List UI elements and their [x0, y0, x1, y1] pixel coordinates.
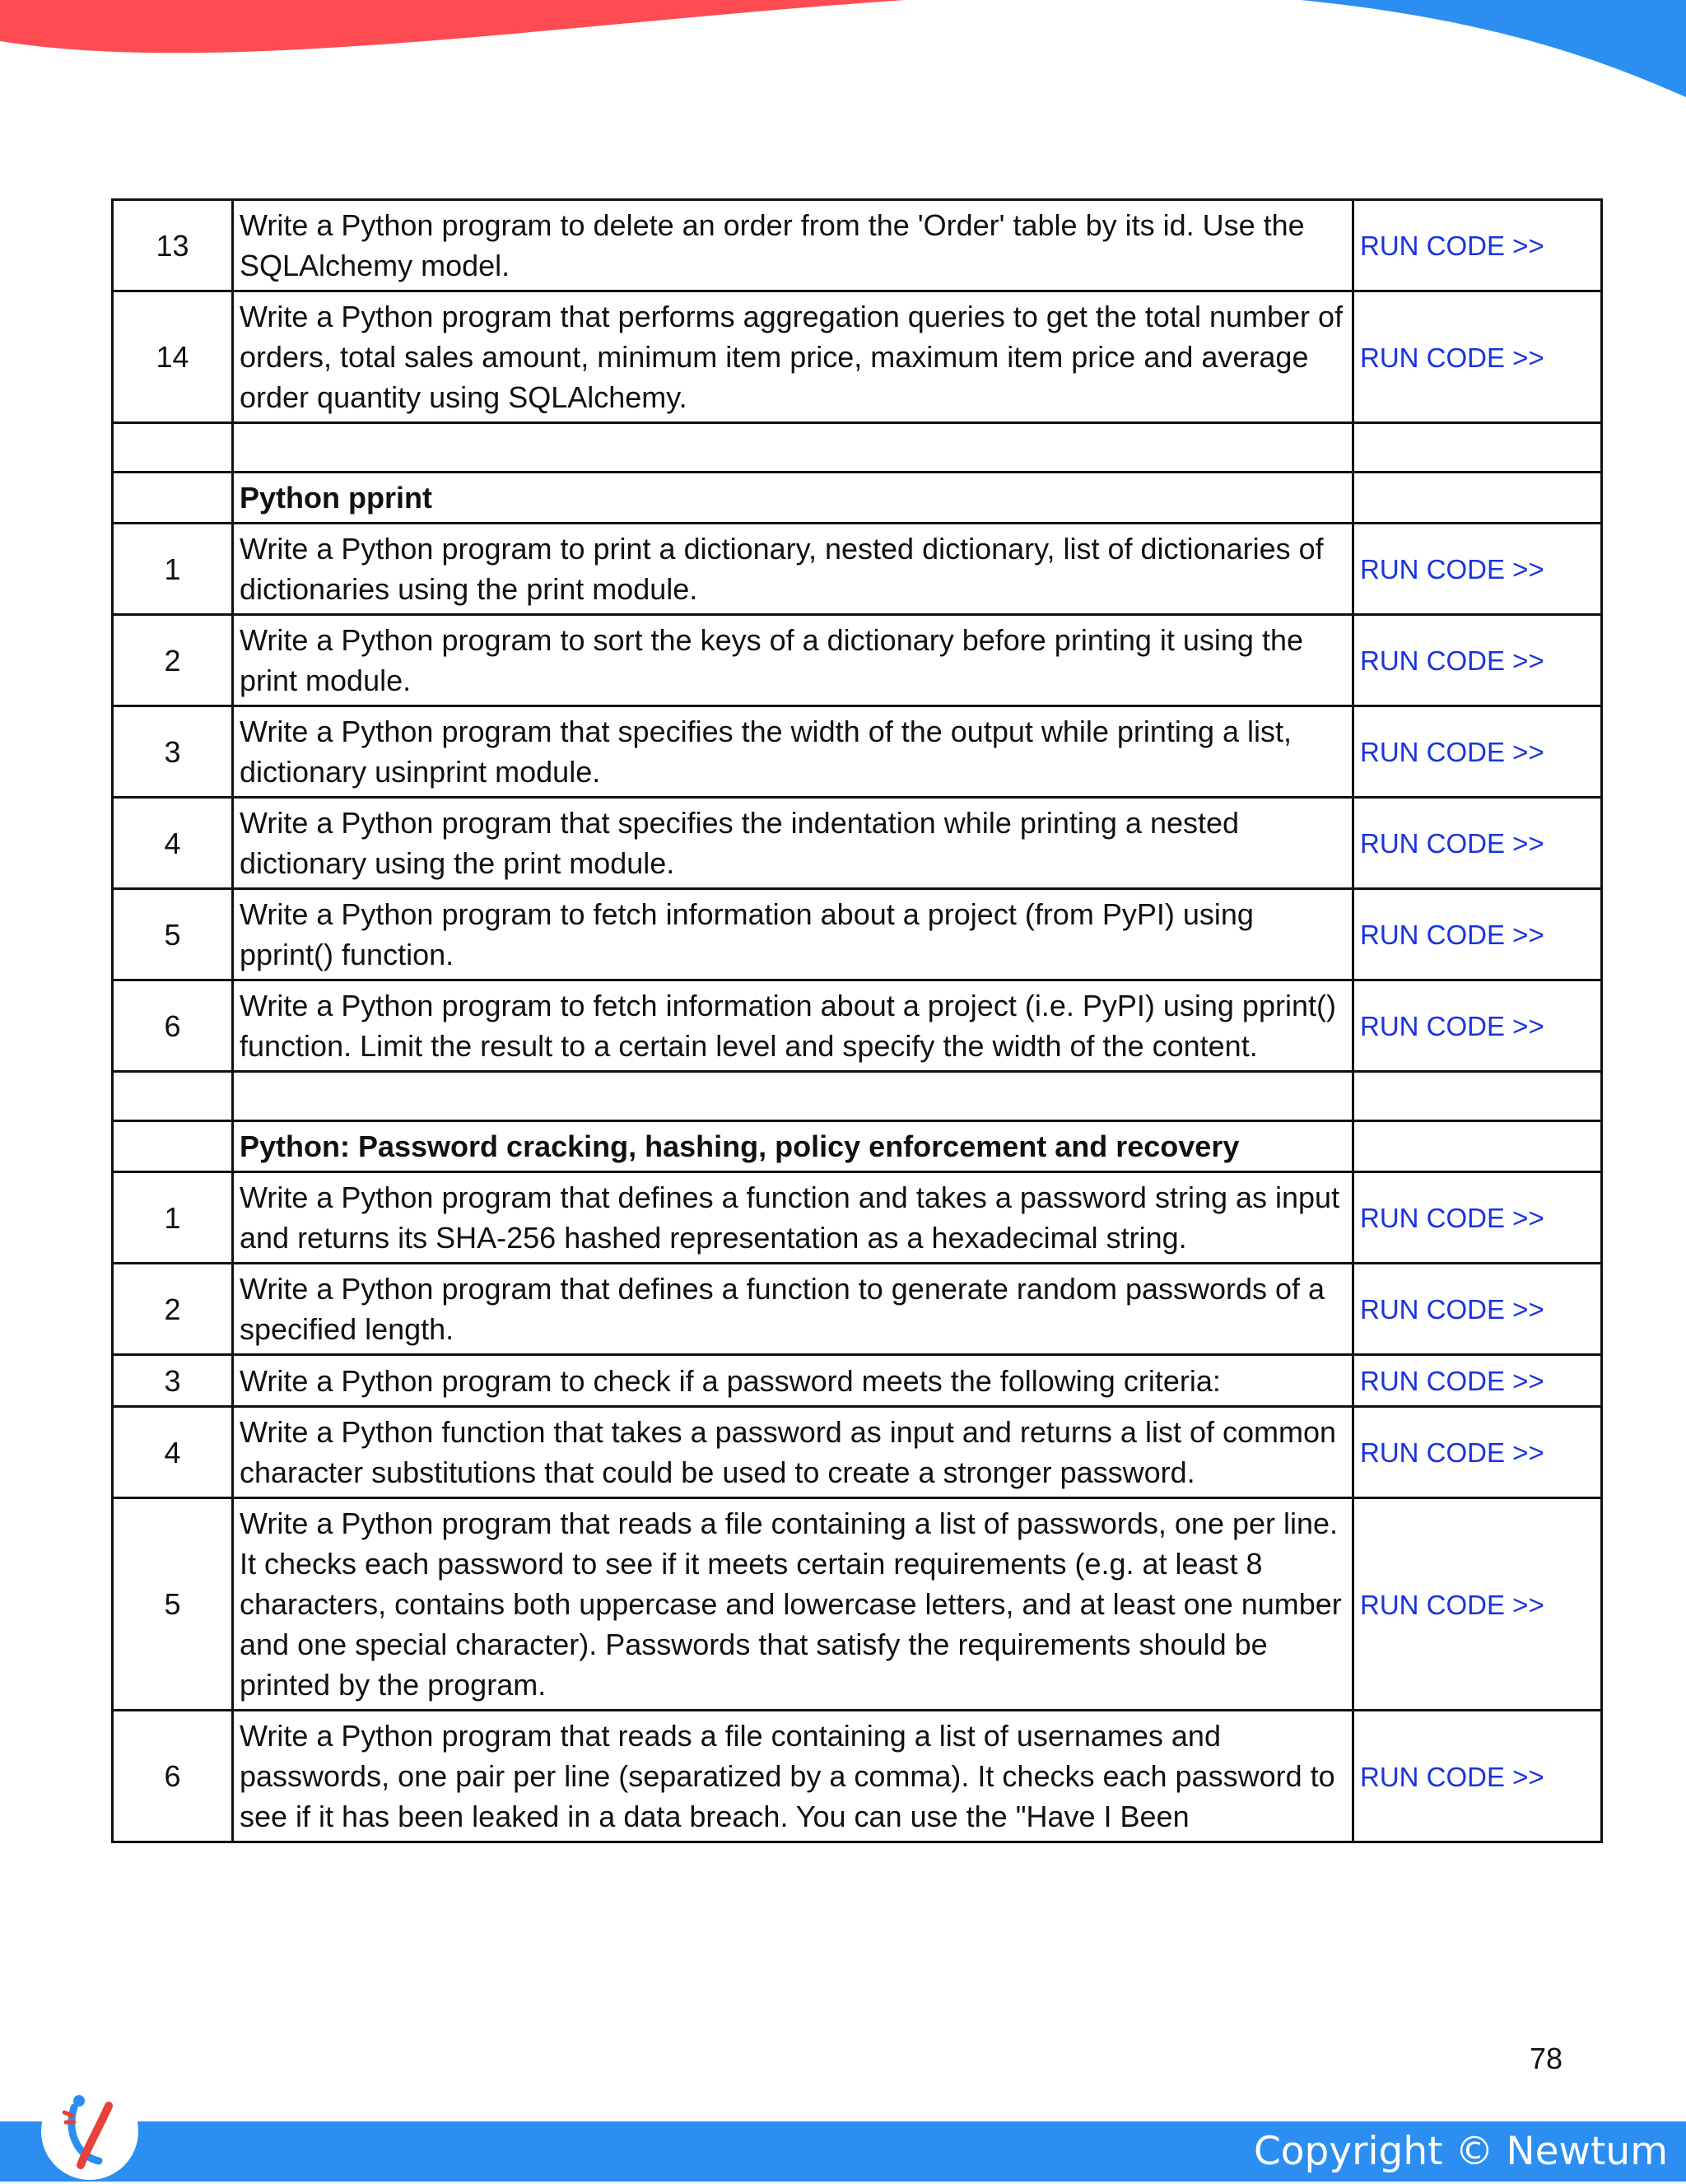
run-code-link[interactable]: RUN CODE >> [1360, 231, 1544, 261]
table-row [113, 291, 1602, 423]
run-code-cell [1353, 1072, 1602, 1121]
run-code-cell [1353, 615, 1602, 706]
run-code-link[interactable]: RUN CODE >> [1360, 1366, 1544, 1396]
row-number: 5 [113, 1498, 233, 1711]
exercise-description [233, 423, 1353, 473]
run-code-link[interactable]: RUN CODE >> [1360, 1294, 1544, 1325]
run-code-cell [1353, 980, 1602, 1072]
row-number: 3 [113, 706, 233, 798]
table-row [113, 889, 1602, 980]
header-wave-blue [1301, 0, 1686, 97]
table-row [113, 1355, 1602, 1407]
newtum-logo-icon [41, 2083, 138, 2180]
row-number: 3 [113, 1355, 233, 1407]
run-code-cell [1353, 200, 1602, 291]
row-number: 2 [113, 615, 233, 706]
exercise-table [111, 198, 1603, 1843]
row-number: 1 [113, 524, 233, 615]
exercise-description: Write a Python program to delete an order from the 'Order' table by its id. Use the SQLAlchemy model. [233, 200, 1353, 291]
run-code-cell [1353, 1711, 1602, 1842]
run-code-cell [1353, 524, 1602, 615]
exercise-description: Write a Python program that reads a file containing a list of passwords, one per line. It checks each password to see if it meets certain requirements (e.g. at least 8 characters, contains both uppercase and lowercase letters, and at least one number and one special character). Passwords that satisfy the requirements should be printed by the program. [233, 1498, 1353, 1711]
run-code-link[interactable]: RUN CODE >> [1360, 645, 1544, 676]
row-number: 1 [113, 1172, 233, 1264]
header-wave-decoration [0, 0, 1686, 107]
table-row [113, 524, 1602, 615]
exercise-description: Write a Python program to fetch information about a project (from PyPI) using pprint() function. [233, 889, 1353, 980]
run-code-cell [1353, 1407, 1602, 1498]
run-code-link[interactable]: RUN CODE >> [1360, 1437, 1544, 1468]
run-code-link[interactable]: RUN CODE >> [1360, 920, 1544, 950]
run-code-cell [1353, 1172, 1602, 1264]
run-code-cell [1353, 291, 1602, 423]
run-code-cell [1353, 1355, 1602, 1407]
run-code-cell [1353, 706, 1602, 798]
exercise-description: Write a Python program that specifies the width of the output while printing a list, dictionary usinprint module. [233, 706, 1353, 798]
row-number [113, 423, 233, 473]
exercise-description: Write a Python program that specifies the indentation while printing a nested dictionary using the print module. [233, 798, 1353, 889]
row-number: 6 [113, 1711, 233, 1842]
run-code-link[interactable]: RUN CODE >> [1360, 1761, 1544, 1792]
exercise-description: Write a Python function that takes a password as input and returns a list of common character substitutions that could be used to create a stronger password. [233, 1407, 1353, 1498]
run-code-link[interactable]: RUN CODE >> [1360, 554, 1544, 584]
exercise-description: Write a Python program that performs aggregation queries to get the total number of orders, total sales amount, minimum item price, maximum item price and average order quantity using SQLAlchemy. [233, 291, 1353, 423]
table-row [113, 706, 1602, 798]
blank-row [113, 423, 1602, 473]
exercise-description: Write a Python program to fetch information about a project (i.e. PyPI) using pprint() function. Limit the result to a certain level and specify the width of the content. [233, 980, 1353, 1072]
run-code-cell [1353, 1264, 1602, 1355]
blank-row [113, 1072, 1602, 1121]
run-code-cell [1353, 889, 1602, 980]
row-number: 13 [113, 200, 233, 291]
section-header-row [113, 473, 1602, 524]
header-wave-red [0, 0, 906, 53]
table-row [113, 615, 1602, 706]
table-row [113, 980, 1602, 1072]
row-number: 4 [113, 1407, 233, 1498]
table-row [113, 1407, 1602, 1498]
run-code-cell [1353, 1121, 1602, 1172]
table-row [113, 1711, 1602, 1842]
row-number [113, 1072, 233, 1121]
run-code-link[interactable]: RUN CODE >> [1360, 342, 1544, 373]
table-row [113, 798, 1602, 889]
exercise-description: Write a Python program to print a dictionary, nested dictionary, list of dictionaries of dictionaries using the print module. [233, 524, 1353, 615]
table-row [113, 1264, 1602, 1355]
section-title: Python: Password cracking, hashing, policy enforcement and recovery [233, 1121, 1353, 1172]
exercise-description: Write a Python program to check if a password meets the following criteria: [233, 1355, 1353, 1407]
row-number: 4 [113, 798, 233, 889]
copyright-text: Copyright © Newtum [1253, 2129, 1668, 2174]
exercise-description [233, 1072, 1353, 1121]
row-number [113, 1121, 233, 1172]
row-number: 6 [113, 980, 233, 1072]
run-code-link[interactable]: RUN CODE >> [1360, 1589, 1544, 1620]
exercise-description: Write a Python program that defines a function to generate random passwords of a specified length. [233, 1264, 1353, 1355]
row-number: 14 [113, 291, 233, 423]
table-row [113, 1172, 1602, 1264]
row-number: 2 [113, 1264, 233, 1355]
page-number: 78 [1530, 2042, 1563, 2075]
section-header-row [113, 1121, 1602, 1172]
run-code-cell [1353, 473, 1602, 524]
row-number: 5 [113, 889, 233, 980]
newtum-logo-graphic [41, 2083, 138, 2180]
table-row [113, 200, 1602, 291]
run-code-cell [1353, 423, 1602, 473]
run-code-cell [1353, 1498, 1602, 1711]
run-code-cell [1353, 798, 1602, 889]
exercise-table-body [113, 200, 1602, 1842]
run-code-link[interactable]: RUN CODE >> [1360, 737, 1544, 767]
row-number [113, 473, 233, 524]
run-code-link[interactable]: RUN CODE >> [1360, 1203, 1544, 1233]
table-row [113, 1498, 1602, 1711]
exercise-description: Write a Python program that defines a function and takes a password string as input and returns its SHA-256 hashed representation as a hexadecimal string. [233, 1172, 1353, 1264]
exercise-description: Write a Python program that reads a file containing a list of usernames and passwords, one pair per line (separatized by a comma). It checks each password to see if it has been leaked in a data breach. You can use the "Have I Been [233, 1711, 1353, 1842]
run-code-link[interactable]: RUN CODE >> [1360, 1011, 1544, 1041]
section-title: Python pprint [233, 473, 1353, 524]
exercise-description: Write a Python program to sort the keys of a dictionary before printing it using the print module. [233, 615, 1353, 706]
run-code-link[interactable]: RUN CODE >> [1360, 828, 1544, 859]
